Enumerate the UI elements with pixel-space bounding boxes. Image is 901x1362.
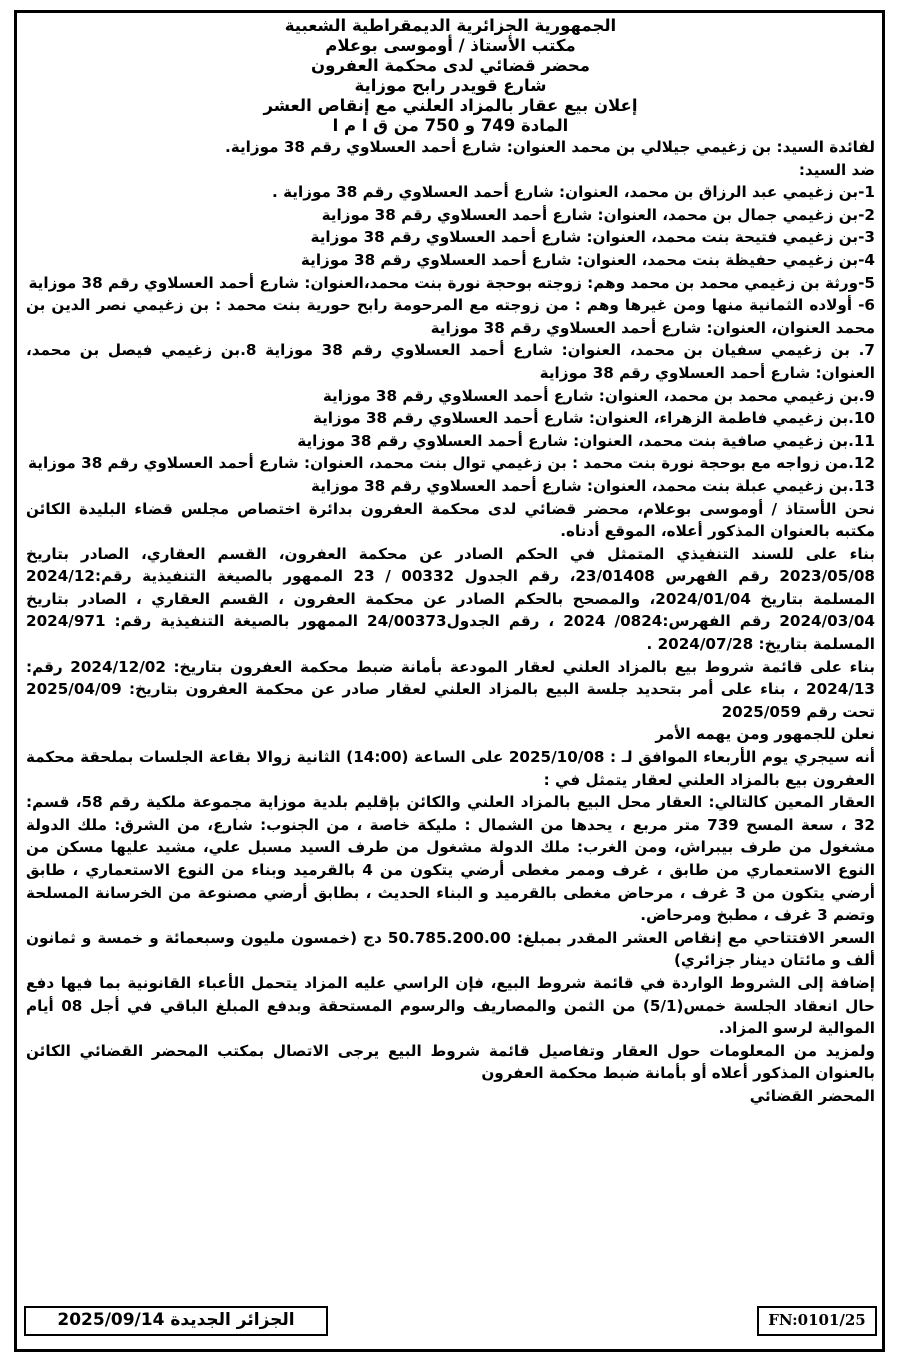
bailiff-heading: محضر قضائي لدى محكمة العفرون bbox=[310, 56, 591, 75]
office-heading: مكتب الأستاذ / أوموسى بوعلام bbox=[325, 36, 576, 55]
article-reference: المادة 749 و 750 من ق ا م ا bbox=[332, 116, 569, 135]
beneficiary-line: لفائدة السيد: بن زغيمي جيلالي بن محمد العنوان: شارع أحمد العسلاوي رقم 38 موزاية. bbox=[224, 138, 875, 156]
defendant-item: 12.من زواجه مع بوحجة نورة بنت محمد : بن زغيمي توال بنت محمد، العنوان: شارع أحمد العسلاوي رقم 38 موزاية bbox=[28, 454, 875, 473]
defendant-item: 13.بن زغيمي عبلة بنت محمد، العنوان: شارع أحمد العسلاوي رقم 38 موزاية bbox=[310, 476, 875, 495]
defendant-item: 7. بن زغيمي سفيان بن محمد، العنوان: شارع أحمد العسلاوي رقم 38 موزاية 8.بن زغيمي فيصل بن محمد، العنوان: شارع أحمد العسلاوي رقم 38 موزاية bbox=[26, 341, 875, 382]
defendant-item: 5-ورثة بن زغيمي محمد بن محمد وهم: زوجته بوحجة نورة بنت محمد،العنوان: شارع أحمد العسلاوي رقم 38 موزاية bbox=[28, 273, 875, 292]
notice-footer bbox=[14, 1296, 885, 1344]
street-heading: شارع قويدر رابح موزاية bbox=[354, 76, 547, 95]
republic-heading: الجمهورية الجزائرية الديمقراطية الشعبية bbox=[284, 16, 617, 35]
buyer-fees: إضافة إلى الشروط الواردة في قائمة شروط البيع، فإن الراسي عليه المزاد يتحمل الأعباء القانونية بما فيها دفع حال انعقاد الجلسة خمس(5/1) من الثمن والمصاريف والرسوم المستحقة وبدفع المبلغ الباقي في أجل 08 أيام الموالية لرسو المزاد. bbox=[26, 973, 875, 1038]
defendant-item: 4-بن زغيمي حفيظة بنت محمد، العنوان: شارع أحمد العسلاوي رقم 38 موزاية bbox=[300, 250, 875, 269]
defendant-item: 11.بن زغيمي صافية بنت محمد، العنوان: شارع أحمد العسلاوي رقم 38 موزاية bbox=[297, 431, 875, 450]
session-details: أنه سيجري يوم الأربعاء الموافق لـ : 2025/10/08 على الساعة (14:00) الثانية زوالا بقاعة الجلسات بملحقة محكمة العفرون بيع بالمزاد العلني لعقار يتمثل في : bbox=[26, 748, 875, 789]
more-info: ولمزيد من المعلومات حول العقار وتفاصيل قائمة شروط البيع يرجى الاتصال بمكتب المحضر القضائي الكائن بالعنوان المذكور أعلاه أو بأمانة ضبط محكمة العفرون bbox=[26, 1041, 875, 1083]
defendant-item: 9.بن زغيمي محمد بن محمد، العنوان: شارع أحمد العسلاوي رقم 38 موزاية bbox=[322, 386, 875, 405]
reference-box: FN:0101/25 bbox=[757, 1306, 877, 1336]
property-description: العقار المعين كالتالي: العقار محل البيع بالمزاد العلني والكائن بإقليم بلدية موزاية مجموعة ملكية رقم 58، قسم: 32 ، سعة المسح 739 متر مربع ، يحدها من الشمال : مليكة خاصة ، من الجنوب: شارع، من الشرق: ملك الدولة مشغول من طرف بيبراش، ومن الغرب: ملك الدولة مشغول من طرف السيد مسبل علي، مشيد عليها مسكن من النوع الاستعماري من طابق ، غرف وممر مغطى أرضي يتكون من 4 بالقرميد وبناء من النوع الاستعماري ، طابق أرضي يتكون من 3 غرف ، مرحاض مغطى بالقرميد و البناء الحديث ، بطابق أرضي مصنوعة من الخرسانة المسلحة وتضم 3 غرف ، مطبخ ومرحاض. bbox=[26, 793, 875, 925]
public-announcement: نعلن للجمهور ومن يهمه الأمر bbox=[655, 725, 875, 744]
bailiff-statement: نحن الأستاذ / أوموسى بوعلام، محضر قضائي لدى محكمة العفرون بدائرة اختصاص مجلس قضاء البليدة الكائن مكتبه بالعنوان المذكور أعلاه، الموقع أدناه. bbox=[26, 499, 875, 541]
defendant-item: 6- أولاده الثمانية منها ومن غيرها وهم : من زوجته مع المرحومة رابح حورية بنت محمد : بن زغيمي نصر الدين بن محمد العنوان، العنوان: شارع أحمد العسلاوي رقم 38 موزاية bbox=[26, 296, 875, 337]
opening-price: السعر الافتتاحي مع إنقاص العشر المقدر بمبلغ: 50.785.200.00 دج (خمسون مليون وسبعمائة و خمسة و ثمانون ألف و مائتان دينار جزائري) bbox=[26, 928, 875, 970]
notice-body bbox=[26, 16, 875, 1284]
defendant-item: 1-بن زغيمي عبد الرزاق بن محمد، العنوان: شارع أحمد العسلاوي رقم 38 موزاية . bbox=[272, 183, 875, 202]
defendant-item: 3-بن زغيمي فتيحة بنت محمد، العنوان: شارع أحمد العسلاوي رقم 38 موزاية bbox=[310, 228, 875, 247]
notice-title: إعلان بيع عقار بالمزاد العلني مع إنقاص العشر bbox=[263, 96, 638, 115]
defendant-item: 2-بن زغيمي جمال بن محمد، العنوان: شارع أحمد العسلاوي رقم 38 موزاية bbox=[321, 205, 875, 224]
publication-box: الجزائر الجديدة 2025/09/14 bbox=[24, 1306, 328, 1336]
conditions-reference: بناء على قائمة شروط بيع بالمزاد العلني لعقار المودعة بأمانة ضبط محكمة العفرون بتاريخ: 2024/12/02 رقم: 2024/13 ، بناء على أمر بتحديد جلسة البيع بالمزاد العلني لعقار صادر عن محكمة العفرون بتاريخ: 2025/04/09 تحت رقم 2025/059 bbox=[26, 657, 875, 721]
signature: المحضر القضائي bbox=[749, 1086, 875, 1105]
judgment-reference: بناء على للسند التنفيذي المتمثل في الحكم الصادر عن محكمة العفرون، القسم العقاري، الصادر بتاريخ 2023/05/08 رقم الفهرس 23/01408، رقم الجدول 00332 / 23 الممهور بالصيغة التنفيذية رقم:2024/12 المسلمة بتاريخ 2024/01/04، والمصحح بالحكم الصادر عن محكمة العفرون ، القسم العقاري ، الصادر بتاريخ 2024/03/04 رقم الفهرس:0824/ 2024 ، رقم الجدول24/00373 الممهور بالصيغة التنفيذية رقم: 2024/971 المسلمة بتاريخ: 2024/07/28 . bbox=[26, 544, 875, 654]
against-label: ضد السيد: bbox=[798, 160, 875, 179]
defendant-item: 10.بن زغيمي فاطمة الزهراء، العنوان: شارع أحمد العسلاوي رقم 38 موزاية bbox=[312, 409, 875, 428]
